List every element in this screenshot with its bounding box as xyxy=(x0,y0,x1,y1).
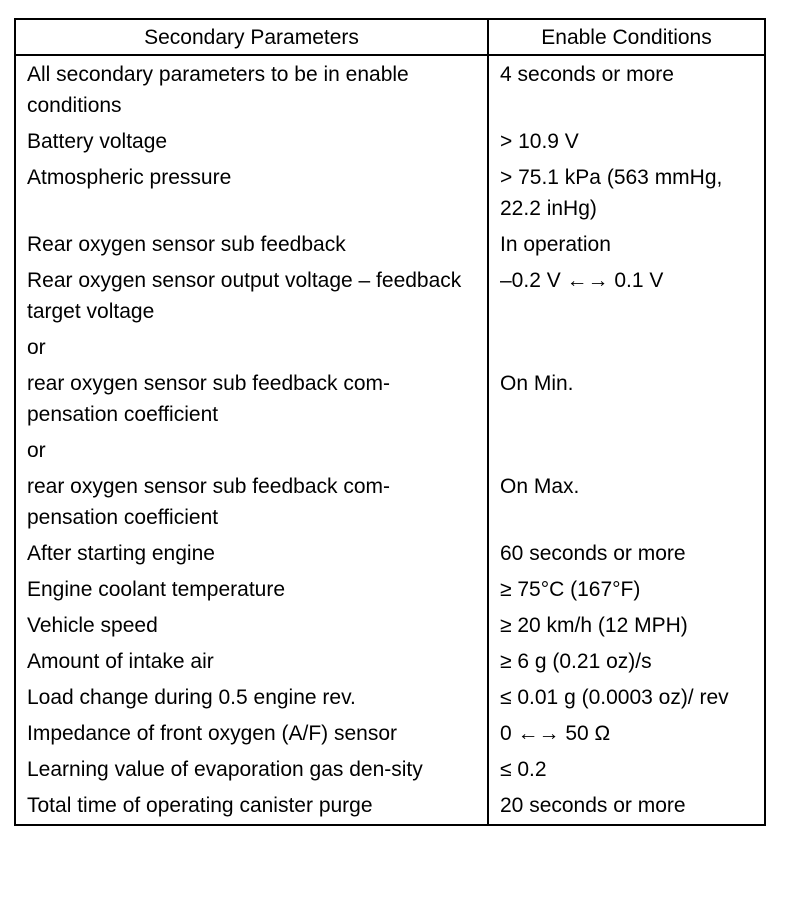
condition-cell xyxy=(488,435,765,471)
table-row xyxy=(15,265,765,332)
secondary-parameters-table xyxy=(14,18,766,826)
table-row xyxy=(15,754,765,790)
condition-cell: > 75.1 kPa (563 mmHg, 22.2 inHg) xyxy=(488,162,765,229)
condition-cell: ≥ 75°C (167°F) xyxy=(488,574,765,610)
header-secondary-parameters: Secondary Parameters xyxy=(15,19,488,55)
parameter-cell: Total time of operating canister purge xyxy=(15,790,488,825)
parameter-cell: Battery voltage xyxy=(15,126,488,162)
condition-cell: On Max. xyxy=(488,471,765,538)
table-row xyxy=(15,790,765,825)
table-row xyxy=(15,126,765,162)
condition-cell: On Min. xyxy=(488,368,765,435)
parameter-cell: Impedance of front oxygen (A/F) sensor xyxy=(15,718,488,754)
table-row xyxy=(15,574,765,610)
table-row xyxy=(15,332,765,368)
parameter-cell: Rear oxygen sensor output voltage – feedback target voltage xyxy=(15,265,488,332)
table-row xyxy=(15,471,765,538)
table-row xyxy=(15,435,765,471)
table-row xyxy=(15,718,765,754)
parameter-cell: Load change during 0.5 engine rev. xyxy=(15,682,488,718)
condition-cell: 60 seconds or more xyxy=(488,538,765,574)
parameter-cell: rear oxygen sensor sub feedback com-pensation coefficient xyxy=(15,368,488,435)
table-row xyxy=(15,368,765,435)
parameter-cell: Amount of intake air xyxy=(15,646,488,682)
table-row xyxy=(15,610,765,646)
table-row xyxy=(15,682,765,718)
table-row xyxy=(15,55,765,126)
parameter-cell: Rear oxygen sensor sub feedback xyxy=(15,229,488,265)
condition-cell: 20 seconds or more xyxy=(488,790,765,825)
condition-cell: ≤ 0.2 xyxy=(488,754,765,790)
table-row xyxy=(15,538,765,574)
condition-cell: ≤ 0.01 g (0.0003 oz)/ rev xyxy=(488,682,765,718)
parameter-cell: or xyxy=(15,332,488,368)
condition-cell: In operation xyxy=(488,229,765,265)
parameter-cell: Atmospheric pressure xyxy=(15,162,488,229)
parameter-cell: All secondary parameters to be in enable conditions xyxy=(15,55,488,126)
table-row xyxy=(15,229,765,265)
parameter-cell: or xyxy=(15,435,488,471)
condition-cell: ≥ 6 g (0.21 oz)/s xyxy=(488,646,765,682)
header-row xyxy=(15,19,765,55)
parameter-cell: rear oxygen sensor sub feedback com-pensation coefficient xyxy=(15,471,488,538)
condition-cell: –0.2 V ←→ 0.1 V xyxy=(488,265,765,332)
parameter-cell: Learning value of evaporation gas den-sity xyxy=(15,754,488,790)
condition-cell: 4 seconds or more xyxy=(488,55,765,126)
condition-cell: ≥ 20 km/h (12 MPH) xyxy=(488,610,765,646)
header-enable-conditions: Enable Conditions xyxy=(488,19,765,55)
condition-cell xyxy=(488,332,765,368)
table-row xyxy=(15,162,765,229)
table-row xyxy=(15,646,765,682)
condition-cell: 0 ←→ 50 Ω xyxy=(488,718,765,754)
parameter-cell: Vehicle speed xyxy=(15,610,488,646)
parameter-cell: After starting engine xyxy=(15,538,488,574)
parameter-cell: Engine coolant temperature xyxy=(15,574,488,610)
condition-cell: > 10.9 V xyxy=(488,126,765,162)
